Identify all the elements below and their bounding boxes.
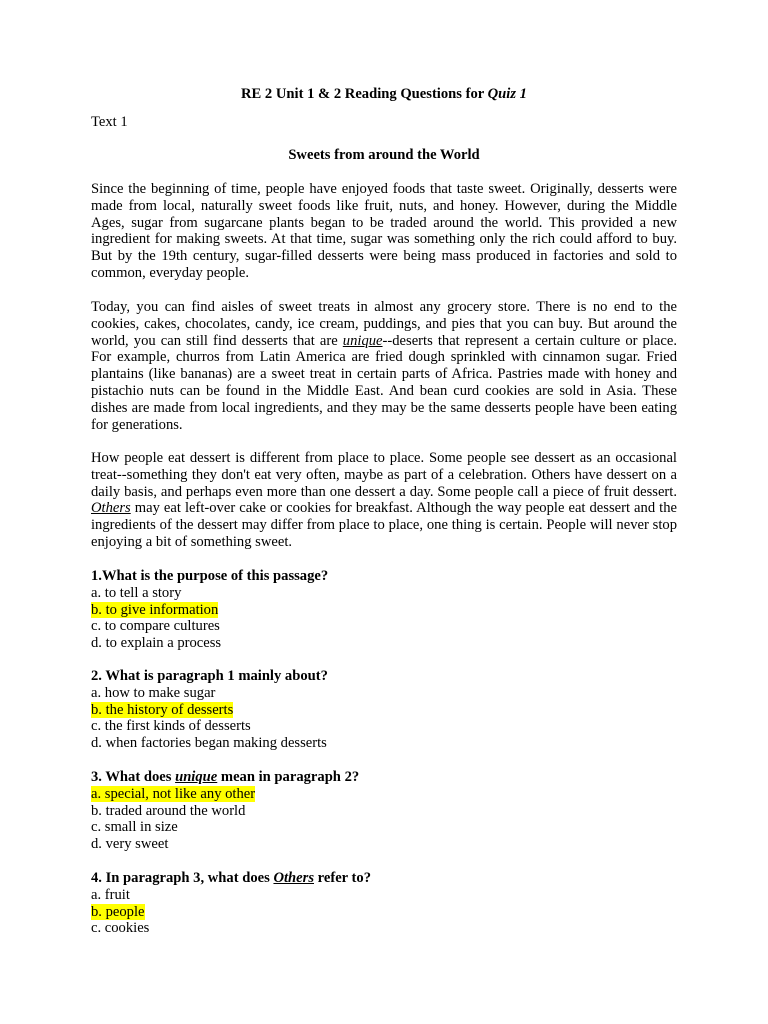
option-label: c. the first kinds of desserts [91,718,251,735]
question-1-option-c[interactable] [91,618,677,635]
others-emphasis: Others [91,500,131,517]
highlighted-answer: a. special, not like any other [91,785,256,802]
question-3-text [91,769,677,786]
question-3-option-a[interactable] [91,786,677,803]
question-2-option-d[interactable] [91,735,677,752]
title-main: RE 2 Unit 1 & 2 Reading Questions for [241,86,488,102]
question-2-option-c[interactable] [91,718,677,735]
question-4-option-a[interactable] [91,887,677,904]
question-1-text: 1.What is the purpose of this passage? [91,568,329,584]
question-4-text-a: 4. In paragraph 3, what does [91,870,274,886]
paragraph-2-text-a: Today, you can find aisles of sweet treats in almost any grocery store. There is no end to the cookies, cakes, chocolates, candy, ice cream, puddings, and pies that you can buy. But around the world, you can still find desserts that are [91,299,677,349]
question-3-option-d[interactable] [91,836,677,853]
unique-emphasis: unique [342,332,383,349]
question-3-text-a: 3. What does [91,769,176,785]
option-label: d. when factories began making desserts [91,735,327,752]
highlighted-answer: b. people [91,903,145,920]
text-label: Text 1 [91,114,128,130]
others-emphasis: Others [273,870,314,886]
question-3 [91,769,677,853]
highlighted-answer: b. to give information [91,601,219,618]
question-1 [91,568,677,652]
question-4 [91,870,677,937]
question-1-option-b[interactable] [91,602,677,619]
option-label: c. cookies [91,920,150,937]
paragraph-3 [91,450,677,551]
option-label: d. very sweet [91,836,169,853]
question-4-text [91,870,677,887]
question-2-option-b[interactable] [91,702,677,719]
paragraph-1: Since the beginning of time, people have enjoyed foods that taste sweet. Originally, desserts were made from local, naturally sweet foods like fruit, nuts, and honey. However, during the Middle Ages, sugar from sugarcane plants began to be traded around the world. This provided a new ingredient for making sweets. At that time, sugar was something only the rich could afford to buy. But by the 19th century, sugar-filled desserts were being mass produced in factories and sold to common, everyday people. [91,181,677,281]
question-1-option-a[interactable] [91,585,677,602]
question-2-text: 2. What is paragraph 1 mainly about? [91,668,328,684]
option-label: b. traded around the world [91,802,246,819]
question-3-option-c[interactable] [91,819,677,836]
document-title [0,86,768,103]
option-label: a. fruit [91,886,130,903]
option-label: a. to tell a story [91,584,182,601]
question-2-option-a[interactable] [91,685,677,702]
unique-emphasis: unique [175,769,218,785]
paragraph-2-text-b: --deserts that represent a certain culture or place. For example, churros from Latin America are fried dough sprinkled with cinnamon sugar. Fried plantains (like bananas) are a sweet treat in certain parts of Africa. Pastries made with honey and pistachio nuts can be found in the Middle East. And bean curd cookies are sold in Asia. These dishes are made from local ingredients, and they may be the same desserts people have been eating for generations. [91,332,677,433]
question-4-option-c[interactable] [91,920,677,937]
question-2 [91,668,677,752]
paragraph-3-text-a: How people eat dessert is different from place to place. Some people see dessert as an occasional treat--something they don't eat very often, maybe as part of a celebration. Others have dessert on a daily basis, and perhaps even more than one dessert a day. Some people call a piece of fruit dessert. [91,450,677,500]
question-4-text-b: refer to? [314,870,371,886]
passage-heading: Sweets from around the World [288,147,480,163]
paragraph-3-text-b: may eat left-over cake or cookies for breakfast. Although the way people eat dessert and the ingredients of the dessert may differ from place to place, one thing is certain. People will never stop enjoying a bit of something sweet. [91,500,677,550]
title-italic: Quiz 1 [487,86,527,102]
option-label: d. to explain a process [91,635,222,652]
option-label: a. how to make sugar [91,684,216,701]
question-1-option-d[interactable] [91,635,677,652]
option-label: c. small in size [91,819,178,836]
paragraph-2 [91,299,677,433]
question-3-text-b: mean in paragraph 2? [217,769,360,785]
question-4-option-b[interactable] [91,904,677,921]
highlighted-answer: b. the history of desserts [91,701,234,718]
question-3-option-b[interactable] [91,803,677,820]
option-label: c. to compare cultures [91,618,220,635]
